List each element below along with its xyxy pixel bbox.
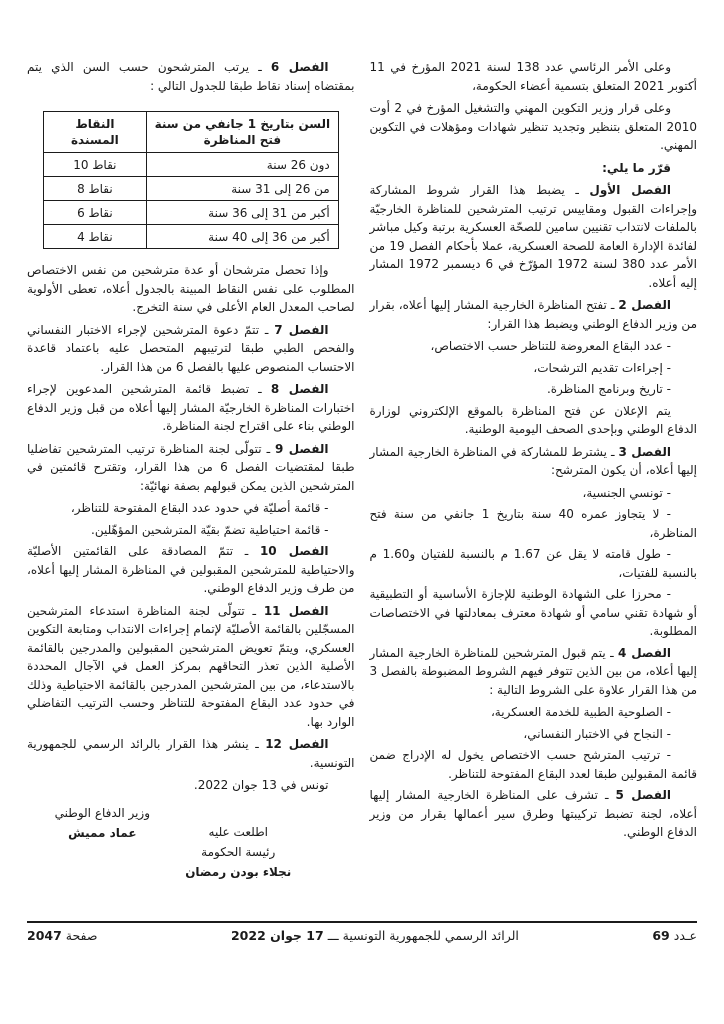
footer-page-number bbox=[27, 928, 98, 943]
pm-name: نجلاء بودن رمضان bbox=[185, 864, 292, 879]
points-cell: 6 نقاط bbox=[43, 201, 146, 225]
page-footer bbox=[27, 928, 697, 943]
bullet-item bbox=[27, 521, 355, 540]
bullet-item bbox=[370, 725, 698, 744]
article-label: الفصل 4 bbox=[618, 645, 671, 660]
paragraph-text: ـ تتمّ المصادقة على القائمتين الأصليّة والاحتياطية للمترشحين المقبولين في المناظرة المشار إليها أعلاه، من طرف وزير الدفاع الوطني. bbox=[27, 544, 355, 595]
age-cell: من 26 إلى 31 سنة bbox=[147, 177, 339, 201]
bullet-text: - محرزا على الشهادة الوطنية للإجازة الأساسية أو التطبيقية أو شهادة تقني سامي أو شهادة معترف بمعادلتها في الاختصاصات المطلوبة. bbox=[369, 587, 697, 638]
decree-intro-text: قرّر ما يلي: bbox=[602, 160, 671, 175]
paragraph-text: ـ تضبط قائمة المترشحين المدعوين لإجراء اختبارات المناظرة الخارجيّة المشار إليها أعلاه من قبل وزير الدفاع الوطني بناء على اقتراح لجنة المناظرة. bbox=[27, 382, 355, 433]
article-label: الفصل 12 bbox=[265, 737, 329, 751]
paragraph-text: ـ ينشر هذا القرار بالرائد الرسمي للجمهورية التونسية. bbox=[27, 737, 355, 770]
points-cell: 4 نقاط bbox=[43, 225, 146, 249]
paragraph-text: ـ يتم قبول المترشحين للمناظرة الخارجية المشار إليها أعلاه، من بين الذين تتوفر فيهم الشروط المضبوطة بالفصل 3 من هذا القرار علاوة على الشروط التالية : bbox=[369, 645, 697, 697]
paragraph-text: وعلى الأمر الرئاسي عدد 138 لسنة 2021 المؤرخ في 11 أكتوبر 2021 المتعلق بتسمية أعضاء الحكومة، bbox=[369, 60, 697, 93]
column-left bbox=[27, 58, 355, 882]
article-paragraph bbox=[27, 380, 355, 436]
bullet-text: - ترتيب المترشح حسب الاختصاص يخول له الإدراج ضمن قائمة المقبولين طبقا لعدد البقاع المفتوحة للتناظر. bbox=[369, 748, 697, 781]
footer-rule bbox=[27, 921, 697, 923]
article-label: الفصل 11 bbox=[263, 603, 329, 618]
bullet-text: - النجاح في الاختبار النفساني، bbox=[523, 726, 671, 741]
table-header-points: النقاط المسندة bbox=[43, 112, 146, 153]
article-label: الفصل 3 bbox=[618, 444, 672, 459]
age-cell: دون 26 سنة bbox=[147, 153, 339, 177]
place-date-line bbox=[27, 776, 355, 795]
paragraph bbox=[27, 261, 355, 317]
article-label: الفصل 10 bbox=[259, 544, 329, 558]
paragraph-text: يتم الإعلان عن فتح المناظرة بالموقع الإلكتروني لوزارة الدفاع الوطني وبإحدى الصحف اليومية الوطنية. bbox=[369, 403, 697, 436]
table-header-age: السن بتاريخ 1 جانفي من سنة فتح المناظرة bbox=[147, 112, 339, 153]
bullet-item bbox=[370, 585, 698, 641]
bullet-text: - قائمة أصليّة في حدود عدد البقاع المفتوحة للتناظر، bbox=[70, 501, 329, 515]
paragraph-text: وإذا تحصل مترشحان أو عدة مترشحين من نفس الاختصاص المطلوب على نفس النقاط المبينة بالجدول أعلاه، تعطى الأولوية لصاحب المعدل العام الأعلى في سنة التخرج. bbox=[27, 263, 355, 314]
paragraph-text: ـ تتمّ دعوة المترشحين لإجراء الاختبار النفساني والفحص الطبي طبقا لترتيبهم المتحصل عليه باعتماد قاعدة الاحتساب المنصوص عليها بالفصل 6 من هذا القرار. bbox=[27, 322, 355, 374]
paragraph-text: تونس في 13 جوان 2022. bbox=[193, 778, 329, 792]
paragraph bbox=[370, 99, 698, 155]
paragraph-text: ـ تفتح المناظرة الخارجية المشار إليها أعلاه، بقرار من وزير الدفاع الوطني ويضبط هذا القرار: bbox=[369, 298, 697, 331]
article-paragraph bbox=[27, 58, 355, 95]
column-right bbox=[370, 58, 698, 882]
article-paragraph bbox=[27, 735, 355, 772]
bullet-item bbox=[370, 545, 698, 582]
footer-date: 17 جوان 2022 bbox=[230, 928, 324, 943]
decree-intro-line bbox=[370, 159, 698, 178]
bullet-item bbox=[370, 337, 698, 356]
footer-separator: ـــ bbox=[327, 928, 339, 943]
article-label: الفصل 6 bbox=[270, 60, 329, 74]
bullet-text: - عدد البقاع المعروضة للتناظر حسب الاختصاص، bbox=[430, 339, 671, 353]
bullet-item bbox=[370, 505, 698, 542]
issue-label: عـدد bbox=[673, 928, 697, 943]
article-paragraph bbox=[370, 181, 698, 292]
page-number: 2047 bbox=[27, 928, 62, 943]
paragraph-text: ـ يرتب المترشحون حسب السن الذي يتم بمقتضاه إسناد نقاط طبقا للجدول التالي : bbox=[27, 60, 355, 93]
age-cell: أكبر من 36 إلى 40 سنة bbox=[147, 225, 339, 249]
pm-title: رئيسة الحكومة bbox=[201, 844, 276, 859]
age-points-table bbox=[43, 111, 339, 249]
bullet-item bbox=[370, 380, 698, 399]
bullet-text: - تونسي الجنسية، bbox=[582, 485, 671, 500]
article-paragraph bbox=[27, 321, 355, 377]
points-cell: 8 نقاط bbox=[43, 177, 146, 201]
reviewed-label: اطلعت عليه bbox=[208, 824, 268, 839]
article-paragraph bbox=[27, 542, 355, 598]
article-paragraph bbox=[370, 644, 698, 700]
bullet-item bbox=[370, 359, 698, 378]
minister-name: عماد مميش bbox=[68, 825, 137, 840]
issue-number: 69 bbox=[652, 928, 670, 943]
signature-head-of-government bbox=[165, 822, 312, 882]
bullet-text: - تاريخ وبرنامج المناظرة. bbox=[546, 382, 671, 396]
bullet-item bbox=[370, 746, 698, 783]
paragraph-text: ـ تشرف على المناظرة الخارجية المشار إليها أعلاه، لجنة تضبط تركيبتها وطرق سير أعمالها بقرار من وزير الدفاع الوطني. bbox=[369, 788, 697, 839]
paragraph-text: ـ يشترط للمشاركة في المناظرة الخارجية المشار إليها أعلاه، أن يكون المترشح: bbox=[369, 444, 697, 477]
bullet-text: - طول قامته لا يقل عن 1.67 م بالنسبة للفتيان و1.60 م بالنسبة للفتيات، bbox=[369, 547, 697, 580]
article-paragraph bbox=[27, 602, 355, 732]
article-label: الفصل 9 bbox=[275, 441, 329, 456]
article-paragraph bbox=[370, 443, 698, 480]
journal-title: الرائد الرسمي للجمهورية التونسية bbox=[342, 928, 519, 943]
paragraph-text: ـ تتولّى لجنة المناظرة ترتيب المترشحين تفاضليا طبقا لمقتضيات الفصل 6 من هذا القرار، وتقترح قائمتين في المترشحين الذين يمكن قبولهم بصفة نهائيّة: bbox=[27, 441, 355, 493]
footer-journal-title bbox=[231, 928, 519, 943]
table-row bbox=[43, 225, 338, 249]
bullet-text: - الصلوحية الطبية للخدمة العسكرية، bbox=[490, 705, 671, 719]
paragraph-text: ـ يضبط هذا القرار شروط المشاركة وإجراءات القبول ومقاييس ترتيب المترشحين للمناظرة الخارجيّة بالملفات لانتداب تقنيين سامين للصحّة العسكرية برتبة وكيل مباشر لفائدة الإدارة العامة للصحة العسكرية، عملا بأحكام الفصل 19 من الأمر عدد 380 لسنة 1972 المؤرّخ في 6 ديسمبر 1972 المشار إليه أعلاه. bbox=[369, 183, 697, 290]
bullet-text: - لا يتجاوز عمره 40 سنة بتاريخ 1 جانفي من سنة فتح المناظرة، bbox=[369, 507, 697, 540]
minister-title: وزير الدفاع الوطني bbox=[54, 805, 151, 820]
bullet-text: - قائمة احتياطية تضمّ بقيّة المترشحين المؤهّلين. bbox=[91, 522, 329, 537]
article-paragraph bbox=[370, 786, 698, 842]
bullet-item bbox=[370, 484, 698, 503]
article-label: الفصل الأول bbox=[589, 183, 672, 197]
article-paragraph bbox=[370, 296, 698, 333]
article-label: الفصل 2 bbox=[618, 298, 671, 312]
paragraph-text: وعلى قرار وزير التكوين المهني والتشغيل المؤرخ في 2 أوت 2010 المتعلق بتنظير وتجديد تنظير شهادات ومؤهلات في التكوين المهني. bbox=[369, 101, 697, 152]
article-label: الفصل 7 bbox=[274, 322, 329, 337]
table-header-row bbox=[43, 112, 338, 153]
table-row bbox=[43, 177, 338, 201]
article-label: الفصل 8 bbox=[270, 382, 329, 396]
bullet-item bbox=[27, 499, 355, 518]
paragraph-text: ـ تتولّى لجنة المناظرة استدعاء المترشحين المسجّلين بالقائمة الأصليّة لإتمام إجراءات الانتداب ومتابعة التكوين العسكري، ويتمّ تعويض المترشحين المقبولين والمدرجين بالقائمة الأصلية الذين تعذر التحاقهم بمركز العمل في الآجال المحددة بالاستدعاء، من بين المترشحين المدرجين بالقائمة الاحتياطية وذلك في حدود عدد البقاع المفتوحة للتناظر وحسب الترتيب التفاضلي الوارد بها. bbox=[27, 603, 355, 729]
points-cell: 10 نقاط bbox=[43, 153, 146, 177]
paragraph bbox=[370, 58, 698, 95]
signature-block bbox=[27, 803, 355, 882]
article-label: الفصل 5 bbox=[615, 788, 671, 802]
bullet-item bbox=[370, 703, 698, 722]
article-paragraph bbox=[27, 440, 355, 496]
table-row bbox=[43, 153, 338, 177]
footer-issue-number bbox=[652, 928, 697, 943]
age-cell: أكبر من 31 إلى 36 سنة bbox=[147, 201, 339, 225]
bullet-text: - إجراءات تقديم الترشحات، bbox=[533, 360, 671, 375]
page-body bbox=[27, 58, 697, 882]
signature-minister bbox=[47, 803, 158, 882]
page-label: صفحة bbox=[65, 928, 98, 943]
paragraph bbox=[370, 402, 698, 439]
table-row bbox=[43, 201, 338, 225]
